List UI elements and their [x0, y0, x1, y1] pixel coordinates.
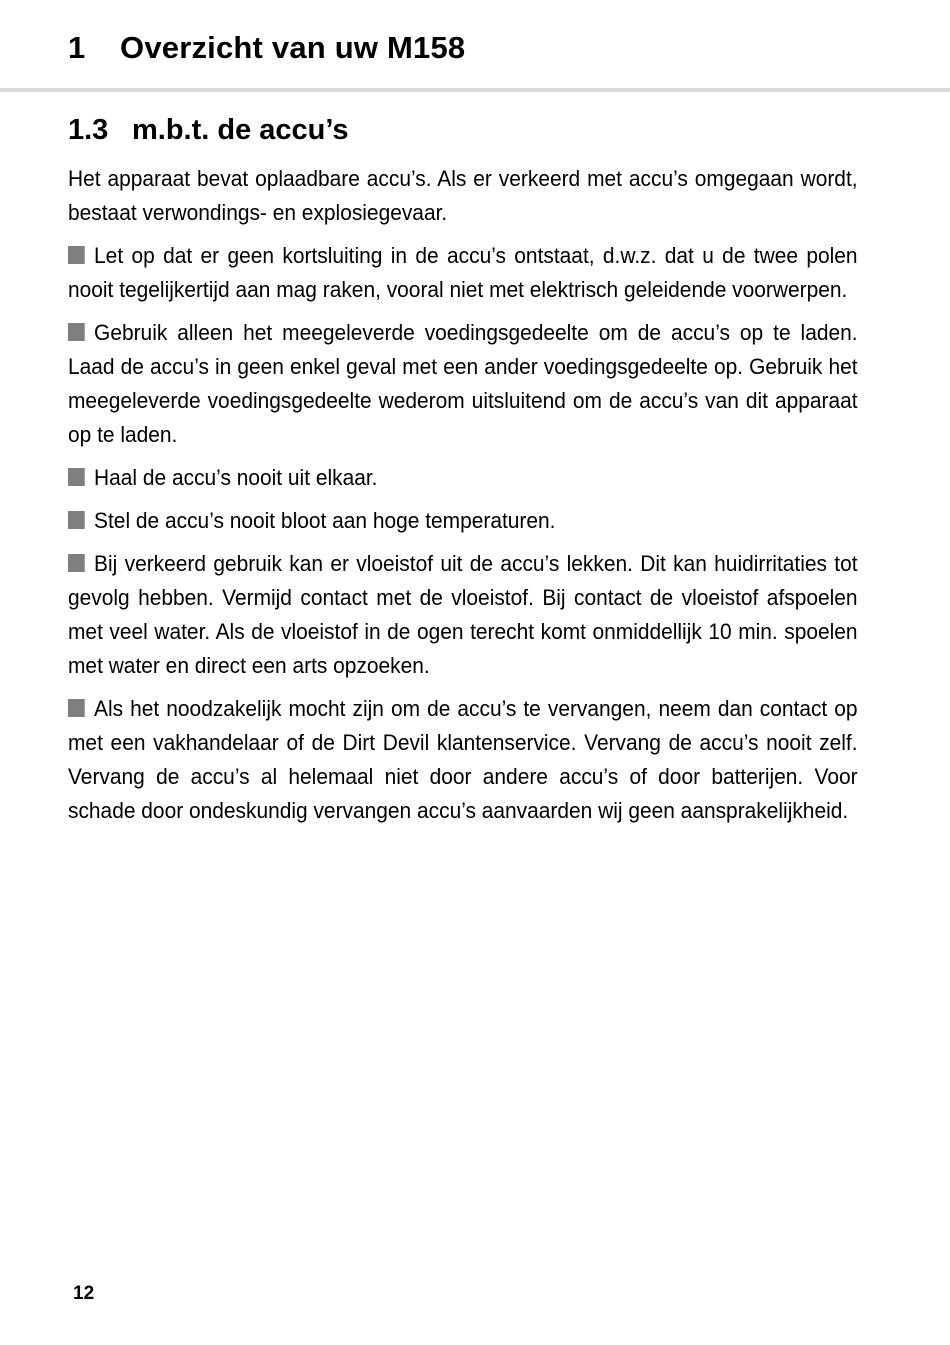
square-bullet-icon — [68, 246, 85, 264]
bullet-item — [68, 692, 858, 827]
section-number: 1.3 — [68, 114, 109, 146]
square-bullet-icon — [68, 554, 85, 572]
square-bullet-icon — [68, 323, 85, 341]
bullet-item — [68, 239, 858, 307]
bullet-text: Gebruik alleen het meegeleverde voedingsgedeelte om de accu’s op te laden. Laad de accu’s in geen enkel geval met een ander voedingsgedeelte op. Gebruik het meegeleverde voedingsgedeelte wederom uitsluitend om de accu’s van dit apparaat op te laden. — [68, 320, 858, 447]
chapter-heading — [68, 30, 465, 66]
section-title: m.b.t. de accu’s — [132, 114, 349, 146]
section-heading — [68, 114, 349, 147]
square-bullet-icon — [68, 699, 85, 717]
chapter-title: Overzicht van uw M158 — [120, 30, 466, 65]
body-content — [68, 162, 858, 837]
bullet-item — [68, 504, 858, 538]
bullet-text: Als het noodzakelijk mocht zijn om de accu’s te vervangen, neem dan contact op met een vakhandelaar of de Dirt Devil klantenservice. Vervang de accu’s nooit zelf. Vervang de accu’s al helemaal niet door andere accu’s of door batterijen. Voor schade door ondeskundig vervangen accu’s aanvaarden wij geen aansprakelijkheid. — [68, 696, 858, 823]
bullet-text: Haal de accu’s nooit uit elkaar. — [94, 464, 378, 490]
bullet-text: Stel de accu’s nooit bloot aan hoge temperaturen. — [94, 508, 556, 534]
bullet-item — [68, 547, 858, 682]
bullet-item — [68, 316, 858, 451]
chapter-number: 1 — [68, 30, 86, 65]
bullet-text: Bij verkeerd gebruik kan er vloeistof uit de accu’s lekken. Dit kan huidirritaties tot gevolg hebben. Vermijd contact met de vloeistof. Bij contact de vloeistof afspoelen met veel water. Als de vloeistof in de ogen terecht komt onmiddellijk 10 min. spoelen met water en direct een arts opzoeken. — [68, 551, 858, 678]
square-bullet-icon — [68, 468, 85, 486]
square-bullet-icon — [68, 511, 85, 529]
page-number: 12 — [73, 1283, 95, 1304]
bullet-text: Let op dat er geen kortsluiting in de accu’s ontstaat, d.w.z. dat u de twee polen nooit tegelijkertijd aan mag raken, vooral niet met elektrisch geleidende voorwerpen. — [68, 243, 858, 302]
bullet-item — [68, 461, 858, 495]
intro-paragraph: Het apparaat bevat oplaadbare accu’s. Als er verkeerd met accu’s omgegaan wordt, bestaat verwondings- en explosiegevaar. — [68, 166, 858, 225]
header-divider — [0, 88, 950, 92]
